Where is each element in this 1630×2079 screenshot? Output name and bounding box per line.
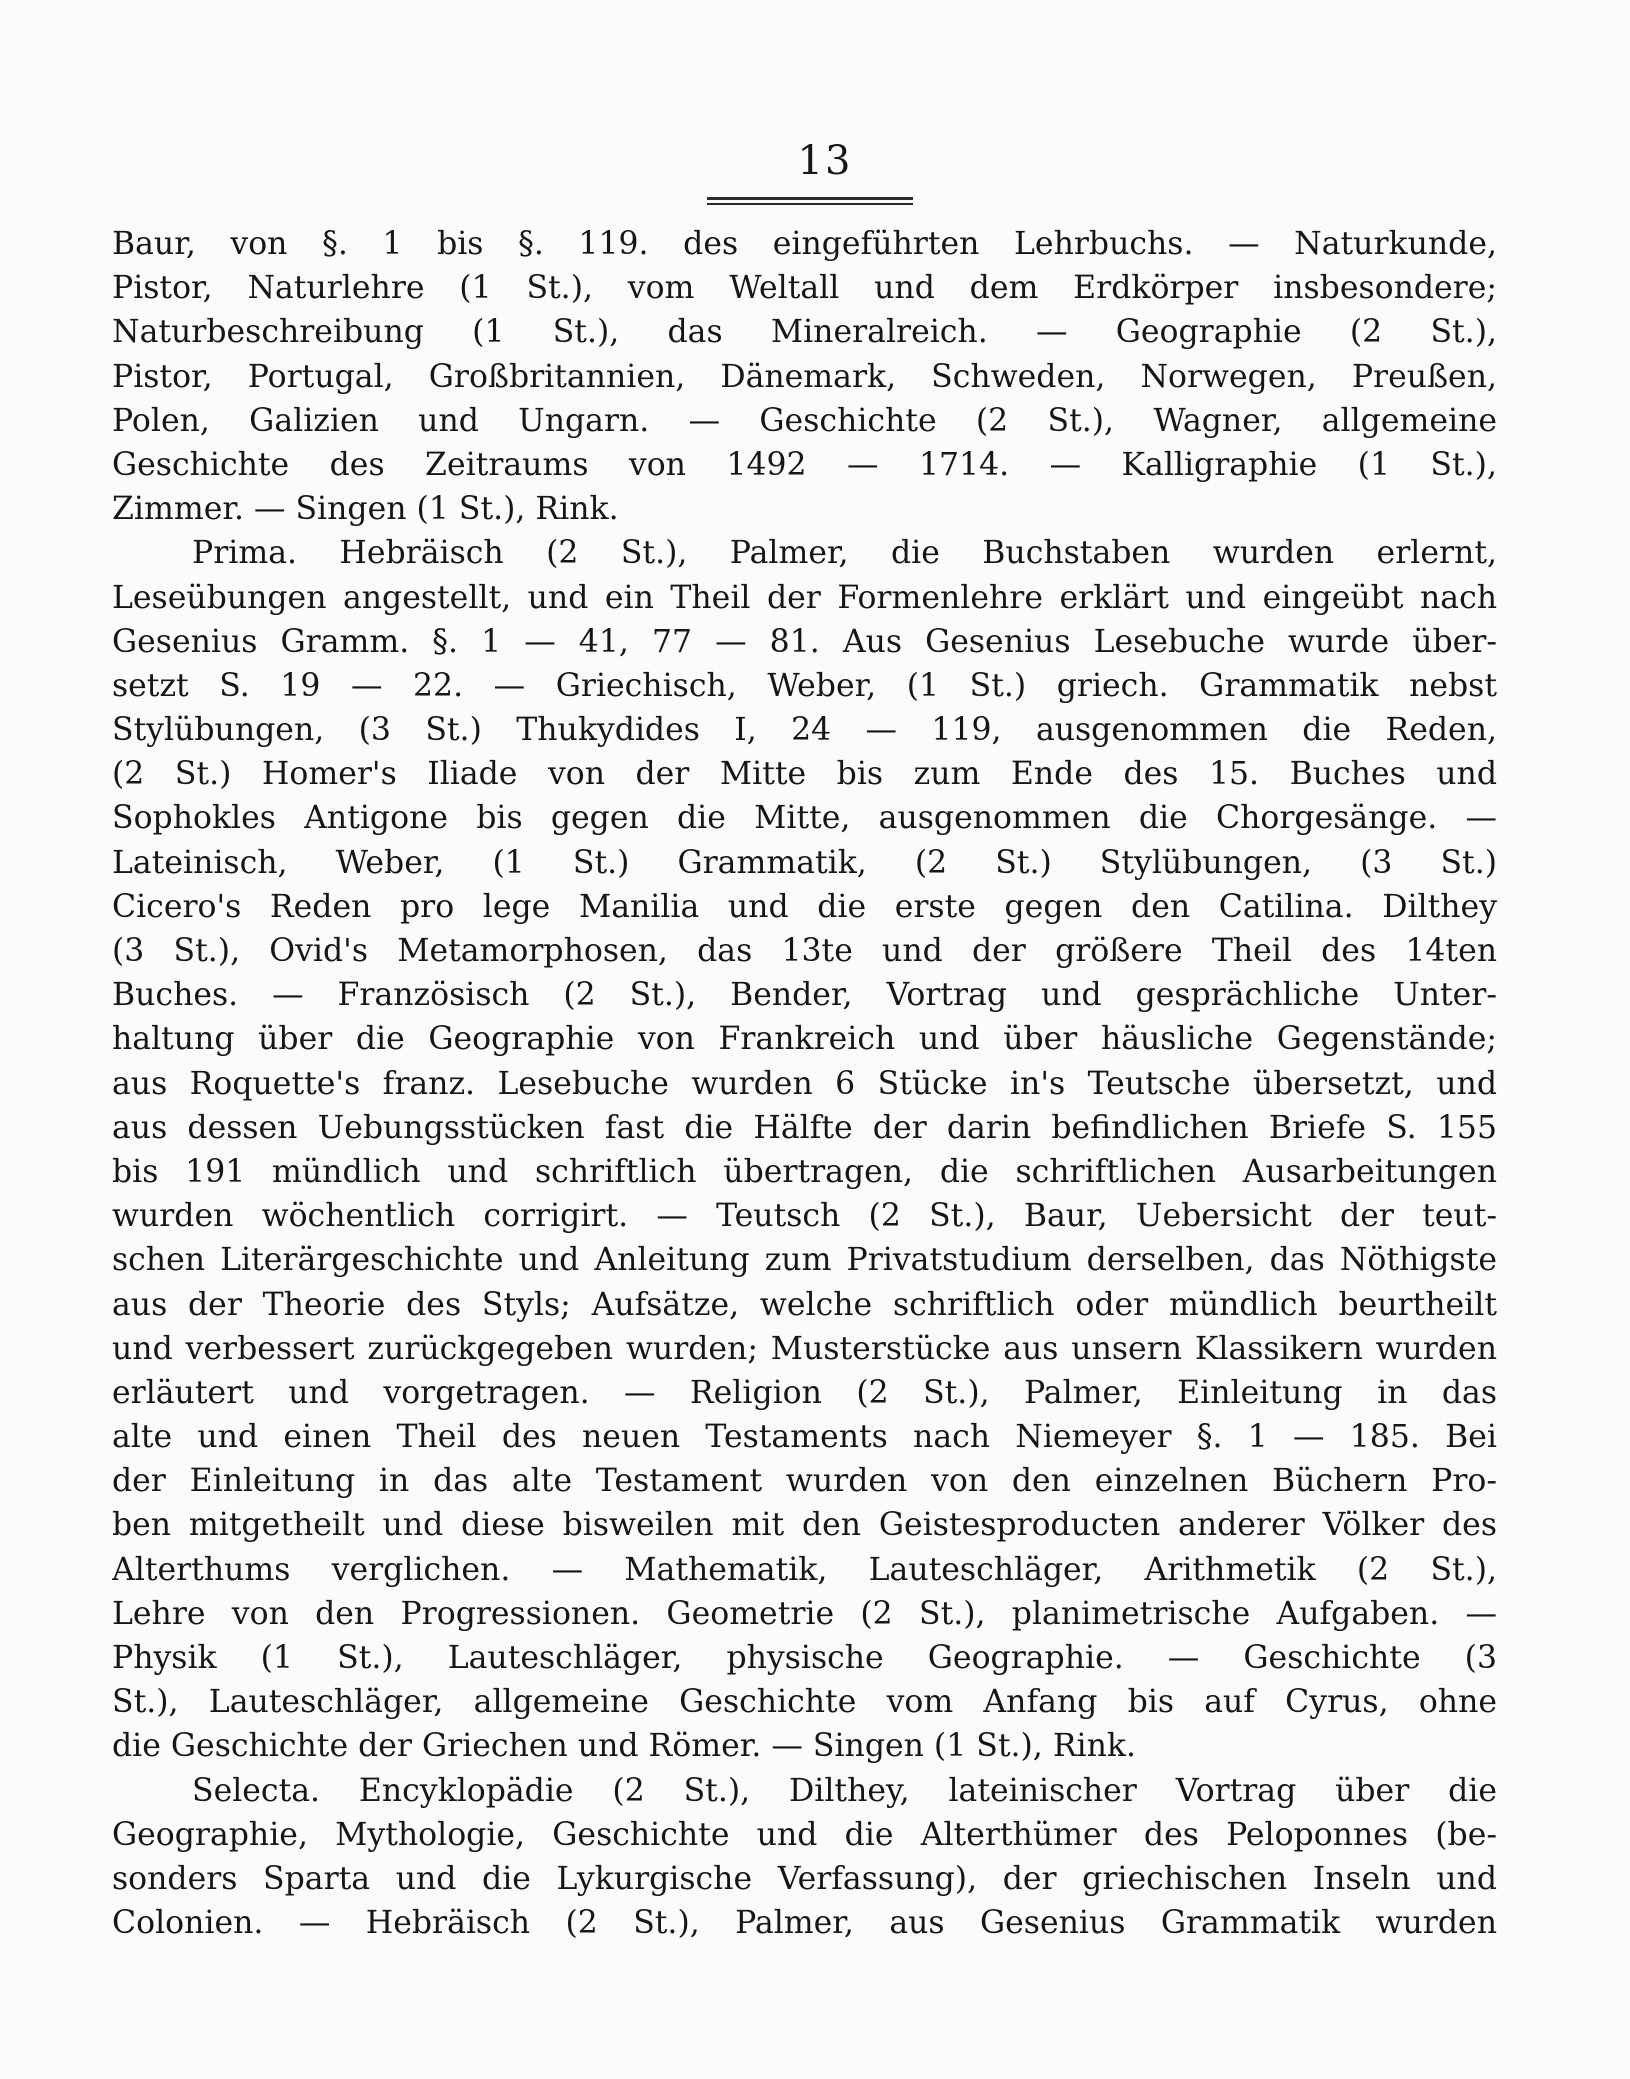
text-line: Geschichte des Zeitraums von 1492 — 1714. — Kalligraphie (1 St.),: [112, 446, 1497, 483]
text-line: Sophokles Antigone bis gegen die Mitte, ausgenommen die Chorgesänge. —: [112, 800, 1497, 837]
text-line: Physik (1 St.), Lauteschläger, physische Geographie. — Geschichte (3: [112, 1640, 1497, 1676]
text-line: schen Literärgeschichte und Anleitung zum Privatstudium derselben, das Nöthigste: [112, 1242, 1497, 1279]
paragraph-selecta: [112, 1769, 1497, 1946]
text-line: erläutert und vorgetragen. — Religion (2 St.), Palmer, Einleitung in das: [112, 1374, 1497, 1411]
text-line: aus der Theorie des Styls; Aufsätze, welche schriftlich oder mündlich beurtheilt: [112, 1286, 1497, 1323]
text-line: Pistor, Naturlehre (1 St.), vom Weltall und dem Erdkörper insbesondere;: [112, 270, 1497, 307]
text-line: Lateinisch, Weber, (1 St.) Grammatik, (2 St.) Stylübungen, (3 St.): [112, 844, 1497, 881]
text-line: setzt S. 19 — 22. — Griechisch, Weber, (1 St.) griech. Grammatik nebst: [112, 667, 1497, 704]
text-line: und verbessert zurückgegeben wurden; Musterstücke aus unsern Klassikern wurden: [112, 1330, 1497, 1367]
text-line: ben mitgetheilt und diese bisweilen mit den Geistesproducten anderer Völker des: [112, 1507, 1497, 1544]
text-line: Naturbeschreibung (1 St.), das Mineralreich. — Geographie (2 St.),: [112, 314, 1497, 351]
paragraph-prima: [112, 531, 1497, 1768]
text-line: Alterthums verglichen. — Mathematik, Lauteschläger, Arithmetik (2 St.),: [112, 1551, 1497, 1588]
body-text: [112, 222, 1497, 1945]
text-line: aus Roquette's franz. Lesebuche wurden 6 Stücke in's Teutsche übersetzt, und: [112, 1065, 1497, 1102]
text-line: die Geschichte der Griechen und Römer. — Singen (1 St.), Rink.: [112, 1728, 1137, 1765]
paragraph-continuation: [112, 222, 1497, 531]
text-line: Lehre von den Progressionen. Geometrie (2 St.), planimetrische Aufgaben. —: [112, 1595, 1497, 1632]
text-line: St.), Lauteschläger, allgemeine Geschichte vom Anfang bis auf Cyrus, ohne: [112, 1684, 1497, 1721]
text-line: Leseübungen angestellt, und ein Theil der Formenlehre erklärt und eingeübt nach: [112, 579, 1497, 616]
text-line: der Einleitung in das alte Testament wurden von den einzelnen Büchern Pro-: [112, 1463, 1497, 1500]
text-line: Stylübungen, (3 St.) Thukydides I, 24 — 119, ausgenommen die Reden,: [112, 712, 1497, 749]
text-line: Buches. — Französisch (2 St.), Bender, Vortrag und gesprächliche Unter-: [112, 977, 1497, 1014]
text-line: Cicero's Reden pro lege Manilia und die erste gegen den Catilina. Dilthey: [112, 888, 1497, 925]
text-line: Geographie, Mythologie, Geschichte und die Alterthümer des Peloponnes (be-: [112, 1816, 1497, 1853]
text-line: alte und einen Theil des neuen Testaments nach Niemeyer §. 1 — 185. Bei: [112, 1419, 1497, 1456]
text-line: Prima. Hebräisch (2 St.), Palmer, die Buchstaben wurden erlernt,: [192, 535, 1497, 572]
text-line: haltung über die Geographie von Frankreich und über häusliche Gegenstände;: [112, 1021, 1497, 1058]
header-rule-thin: [707, 203, 913, 205]
text-line: aus dessen Uebungsstücken fast die Hälfte der darin befindlichen Briefe S. 155: [112, 1109, 1497, 1146]
text-line: wurden wöchentlich corrigirt. — Teutsch (2 St.), Baur, Uebersicht der teut-: [112, 1198, 1497, 1235]
text-line: Baur, von §. 1 bis §. 119. des eingeführten Lehrbuchs. — Naturkunde,: [112, 226, 1497, 262]
text-line: Colonien. — Hebräisch (2 St.), Palmer, aus Gesenius Grammatik wurden: [112, 1905, 1497, 1942]
text-line: sonders Sparta und die Lykurgische Verfassung), der griechischen Inseln und: [112, 1860, 1497, 1897]
text-line: (3 St.), Ovid's Metamorphosen, das 13te und der größere Theil des 14ten: [112, 933, 1497, 969]
text-line: Zimmer. — Singen (1 St.), Rink.: [112, 491, 619, 528]
header-rule: [707, 197, 913, 200]
text-line: Selecta. Encyklopädie (2 St.), Dilthey, lateinischer Vortrag über die: [192, 1772, 1497, 1809]
page-number: 13: [797, 138, 853, 184]
text-line: Pistor, Portugal, Großbritannien, Dänemark, Schweden, Norwegen, Preußen,: [112, 358, 1497, 395]
text-line: bis 191 mündlich und schriftlich übertragen, die schriftlichen Ausarbeitungen: [112, 1153, 1497, 1190]
text-line: Polen, Galizien und Ungarn. — Geschichte (2 St.), Wagner, allgemeine: [112, 402, 1497, 439]
text-line: Gesenius Gramm. §. 1 — 41, 77 — 81. Aus Gesenius Lesebuche wurde über-: [112, 623, 1497, 660]
text-line: (2 St.) Homer's Iliade von der Mitte bis zum Ende des 15. Buches und: [112, 756, 1497, 793]
